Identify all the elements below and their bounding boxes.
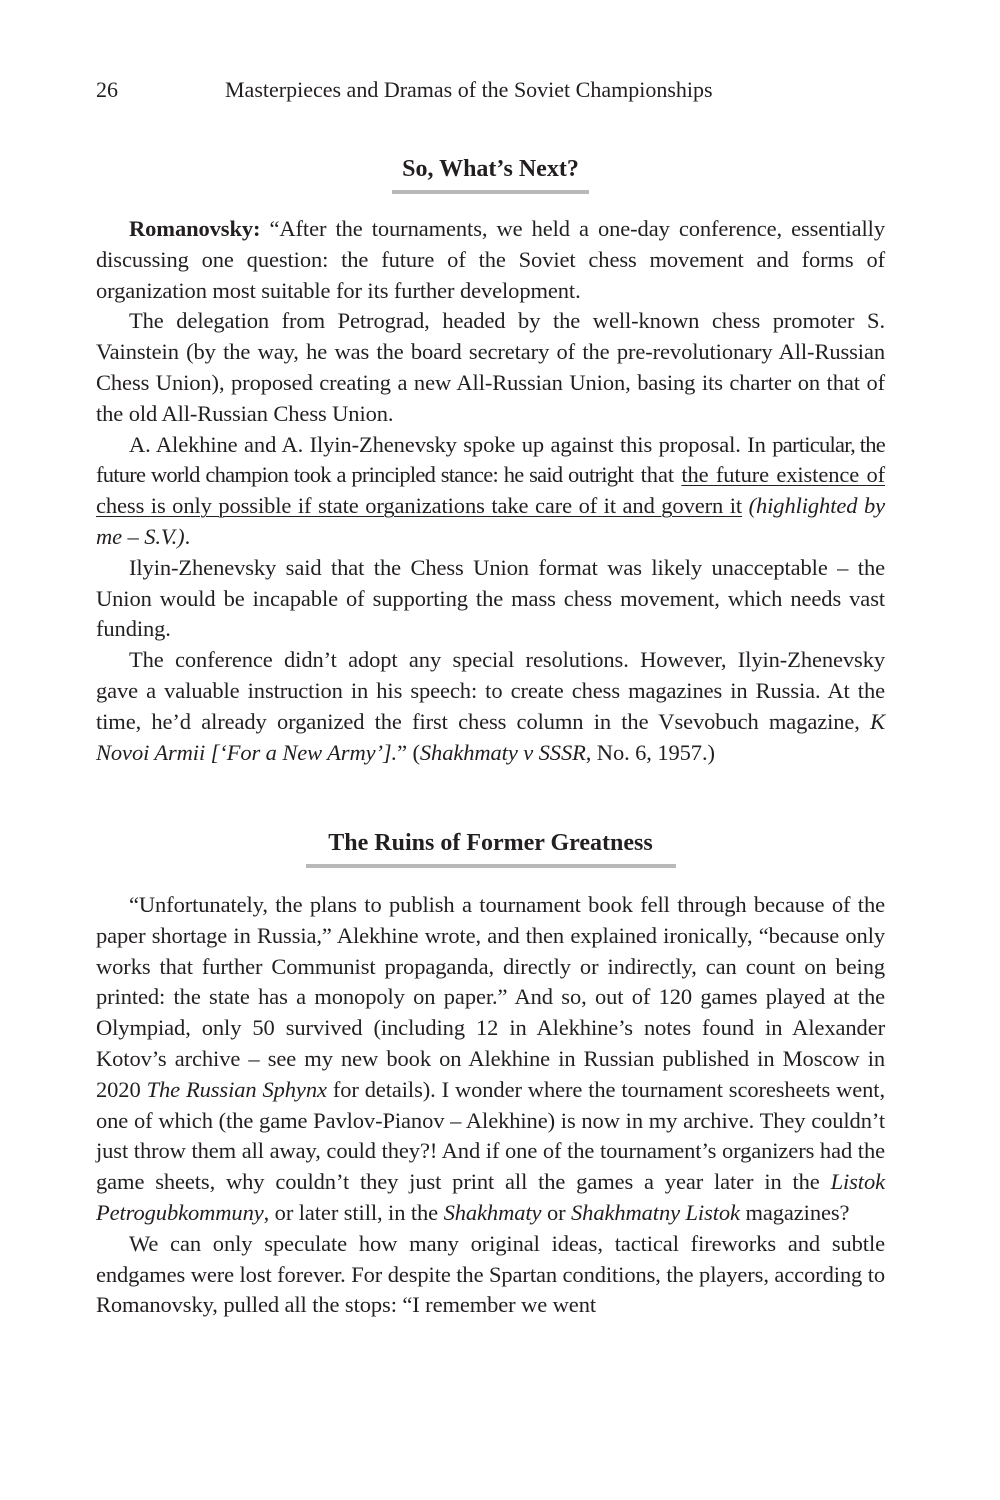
book-page xyxy=(96,0,885,1500)
magazine-title: Shakhmatny Listok xyxy=(571,1199,740,1225)
paragraph: A. Alekhine and A. Ilyin-Zhenevsky spoke up against this proposal. In particular, the future world champion took a principled stance: he said outright that the future existence of chess is only possible if state organizations take care of it and govern it (highlighted by me – S.V.). xyxy=(96,431,886,549)
newspaper-title: Listok Petrogubkommuny xyxy=(96,1169,885,1225)
paragraph: Ilyin-Zhenevsky said that the Chess Union format was likely unacceptable – the Union would be incapable of supporting the mass chess movement, which needs vast funding. xyxy=(96,554,885,642)
section-heading-text: The Ruins of Former Greatness xyxy=(306,826,676,868)
speaker-name: Romanovsky: xyxy=(129,216,261,241)
magazine-title: K Novoi Armii [‘For a New Army’]. xyxy=(96,708,885,765)
paragraph: Romanovsky: “After the tournaments, we held a one-day conference, essentially discussing one question: the future of the Soviet chess movement and forms of organization most suitable for its further development. xyxy=(96,216,885,303)
paragraph: The delegation from Petrograd, headed by the well-known chess promoter S. Vainstein (by the way, he was the board secretary of the pre-revolutionary All-Russian Chess Union), proposed creating a new All-Russian Union, basing its charter on that of the old All-Russian Chess Union. xyxy=(96,308,885,426)
book-title: Masterpieces and Dramas of the Soviet Championships xyxy=(225,77,713,102)
author-note: (highlighted by me – S.V.) xyxy=(96,493,885,549)
paragraph: “Unfortunately, the plans to publish a tournament book fell through because of the paper shortage in Russia,” Alekhine wrote, and then explained ironically, “because only works that further Communist propaganda, directly or indirectly, can count on being printed: the state has a monopoly on paper.” And so, out of 120 games played at the Olympiad, only 50 survived (including 12 in Alekhine’s notes found in Alexander Kotov’s archive – see my new book on Alekhine in Russian published in Moscow in 2020 The Russian Sphynx for details). I wonder where the tournament scoresheets went, one of which (the game Pavlov-Pianov – Alekhine) is now in my archive. They couldn’t just throw them all away, could they?! And if one of the tournament’s organizers had the game sheets, why couldn’t they just print all the games a year later in the Listok Petrogubkommuny, or later still, in the Shakhmaty or Shakhmatny Listok magazines? xyxy=(96,892,885,1225)
section-heading-text: So, What’s Next? xyxy=(392,152,589,194)
paragraph: We can only speculate how many original ideas, tactical fireworks and subtle endgames were lost forever. For despite the Spartan conditions, the players, according to Romanovsky, pulled all the stops: “I remember we went xyxy=(96,1230,885,1318)
book-title-italic: The Russian Sphynx xyxy=(146,1076,327,1102)
magazine-title: Shakhmaty xyxy=(443,1199,542,1225)
section-heading-whats-next xyxy=(96,152,885,194)
page-number: 26 xyxy=(96,77,118,102)
section-body-whats-next xyxy=(96,214,885,768)
source-title: Shakhmaty v SSSR xyxy=(419,739,586,765)
section-body-ruins xyxy=(96,890,885,1321)
running-header xyxy=(96,74,885,106)
section-heading-ruins xyxy=(96,826,885,868)
underlined-quote: the future existence of chess is only possible if state organizations take care of it and govern it xyxy=(96,462,886,519)
paragraph: The conference didn’t adopt any special resolutions. However, Ilyin-Zhenevsky gave a valuable instruction in his speech: to create chess magazines in Russia. At the time, he’d already organized the first chess column in the Vsevobuch magazine, K Novoi Armii [‘For a New Army’].” (Shakhmaty v SSSR, No. 6, 1957.) xyxy=(96,647,885,765)
